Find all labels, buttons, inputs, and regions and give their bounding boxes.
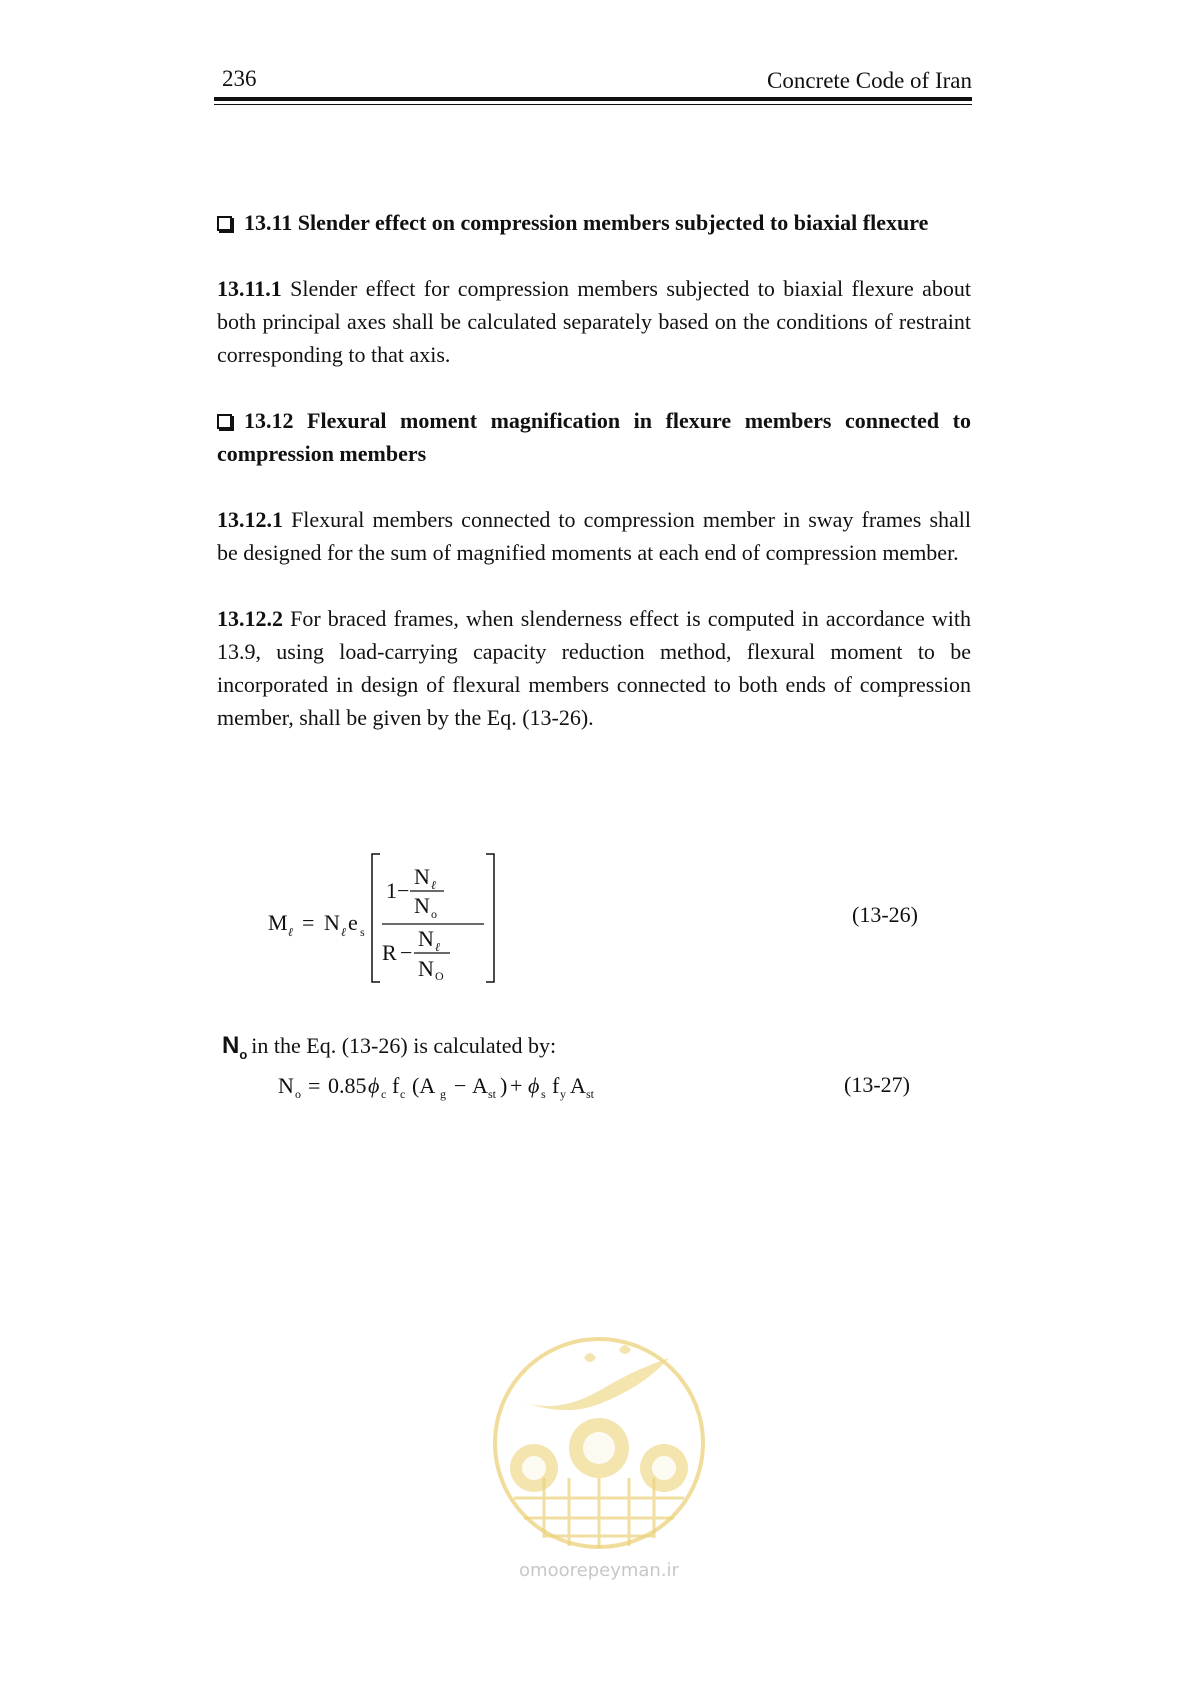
svg-text:N: N (324, 910, 340, 935)
svg-text:s: s (541, 1087, 546, 1101)
svg-text:−: − (400, 940, 413, 965)
clause-13-11-1 (217, 272, 971, 371)
svg-text:O: O (435, 969, 444, 983)
clause-13-12-1 (217, 503, 971, 569)
svg-text:ℓ: ℓ (431, 878, 436, 892)
svg-text:−: − (454, 1073, 467, 1098)
svg-text:c: c (381, 1087, 387, 1101)
clause-13-12-2 (217, 602, 971, 734)
svg-text:0.85: 0.85 (328, 1073, 367, 1098)
svg-text:s: s (360, 925, 365, 939)
no-subscript: o (239, 1047, 248, 1062)
watermark (484, 1328, 714, 1588)
svg-text:ℓ: ℓ (341, 925, 346, 939)
svg-text:c: c (400, 1087, 406, 1101)
watermark-site-text: omoorepeyman.ir (519, 1560, 679, 1581)
svg-text:1: 1 (386, 878, 397, 903)
svg-text:R: R (382, 940, 397, 965)
running-title: Concrete Code of Iran (766, 68, 972, 93)
clause-number: 13.12.2 (217, 606, 283, 631)
svg-text:=: = (308, 1073, 321, 1098)
equation-number: (13-27) (844, 1072, 910, 1097)
svg-text:f: f (552, 1073, 560, 1098)
svg-text:ℓ: ℓ (288, 925, 293, 939)
svg-text:): ) (500, 1073, 508, 1098)
svg-text:(A: (A (412, 1073, 436, 1098)
no-definition-text: in the Eq. (13-26) is calculated by: (251, 1033, 557, 1058)
page-content (217, 206, 971, 734)
svg-text:A: A (472, 1073, 488, 1098)
section-heading-13-11-text: 13.11 Slender effect on compression members subjected to biaxial flexure (244, 210, 929, 235)
header-rule-thin (214, 104, 972, 105)
checkbox-bullet-icon (217, 216, 232, 231)
section-heading-13-12 (217, 404, 971, 470)
section-heading-13-11 (217, 206, 971, 239)
svg-text:st: st (488, 1087, 497, 1101)
clause-text: Flexural members connected to compression member in sway frames shall be designed for the sum of magnified moments at each end of compression member. (217, 507, 971, 565)
header-rule-thick (214, 97, 972, 101)
svg-text:o: o (295, 1087, 301, 1101)
section-heading-13-12-text: 13.12 Flexural moment magnification in flexure members connected to compression members (217, 408, 971, 466)
svg-text:f: f (392, 1073, 400, 1098)
svg-text:N: N (278, 1073, 294, 1098)
clause-text: Slender effect for compression members subjected to biaxial flexure about both principal axes shall be calculated separately based on the conditions of restraint corresponding to that axis. (217, 276, 971, 367)
equation-13-26-formula (268, 852, 508, 984)
svg-text:N: N (418, 926, 434, 951)
svg-text:ϕ: ϕ (368, 1073, 380, 1098)
svg-text:M: M (268, 910, 288, 935)
no-definition (222, 1032, 556, 1060)
checkbox-bullet-icon (217, 414, 232, 429)
clause-text: For braced frames, when slenderness effect is computed in accordance with 13.9, using load-carrying capacity reduction method, flexural moment to be incorporated in design of flexural members connected to both ends of compression member, shall be given by the Eq. (13-26). (217, 606, 971, 730)
equation-13-27-formula (278, 1064, 638, 1104)
no-symbol: N (222, 1032, 240, 1059)
svg-text:N: N (418, 956, 434, 981)
page-header (214, 64, 972, 104)
watermark-logo-icon (484, 1328, 714, 1558)
clause-number: 13.11.1 (217, 276, 282, 301)
page-number: 236 (222, 66, 257, 91)
svg-text:st: st (586, 1087, 595, 1101)
svg-text:ϕ: ϕ (528, 1073, 540, 1098)
svg-text:N: N (414, 893, 430, 918)
svg-text:−: − (397, 878, 410, 903)
svg-text:A: A (570, 1073, 586, 1098)
svg-text:e: e (348, 910, 358, 935)
svg-text:y: y (560, 1087, 566, 1101)
svg-text:g: g (440, 1087, 446, 1101)
equation-number: (13-26) (852, 902, 918, 927)
svg-text:N: N (414, 864, 430, 889)
svg-text:=: = (302, 910, 315, 935)
equation-13-27 (278, 1064, 918, 1104)
svg-text:+: + (510, 1073, 523, 1098)
equation-13-26 (268, 852, 918, 984)
svg-text:ℓ: ℓ (435, 940, 440, 954)
svg-text:o: o (431, 907, 437, 921)
clause-number: 13.12.1 (217, 507, 283, 532)
